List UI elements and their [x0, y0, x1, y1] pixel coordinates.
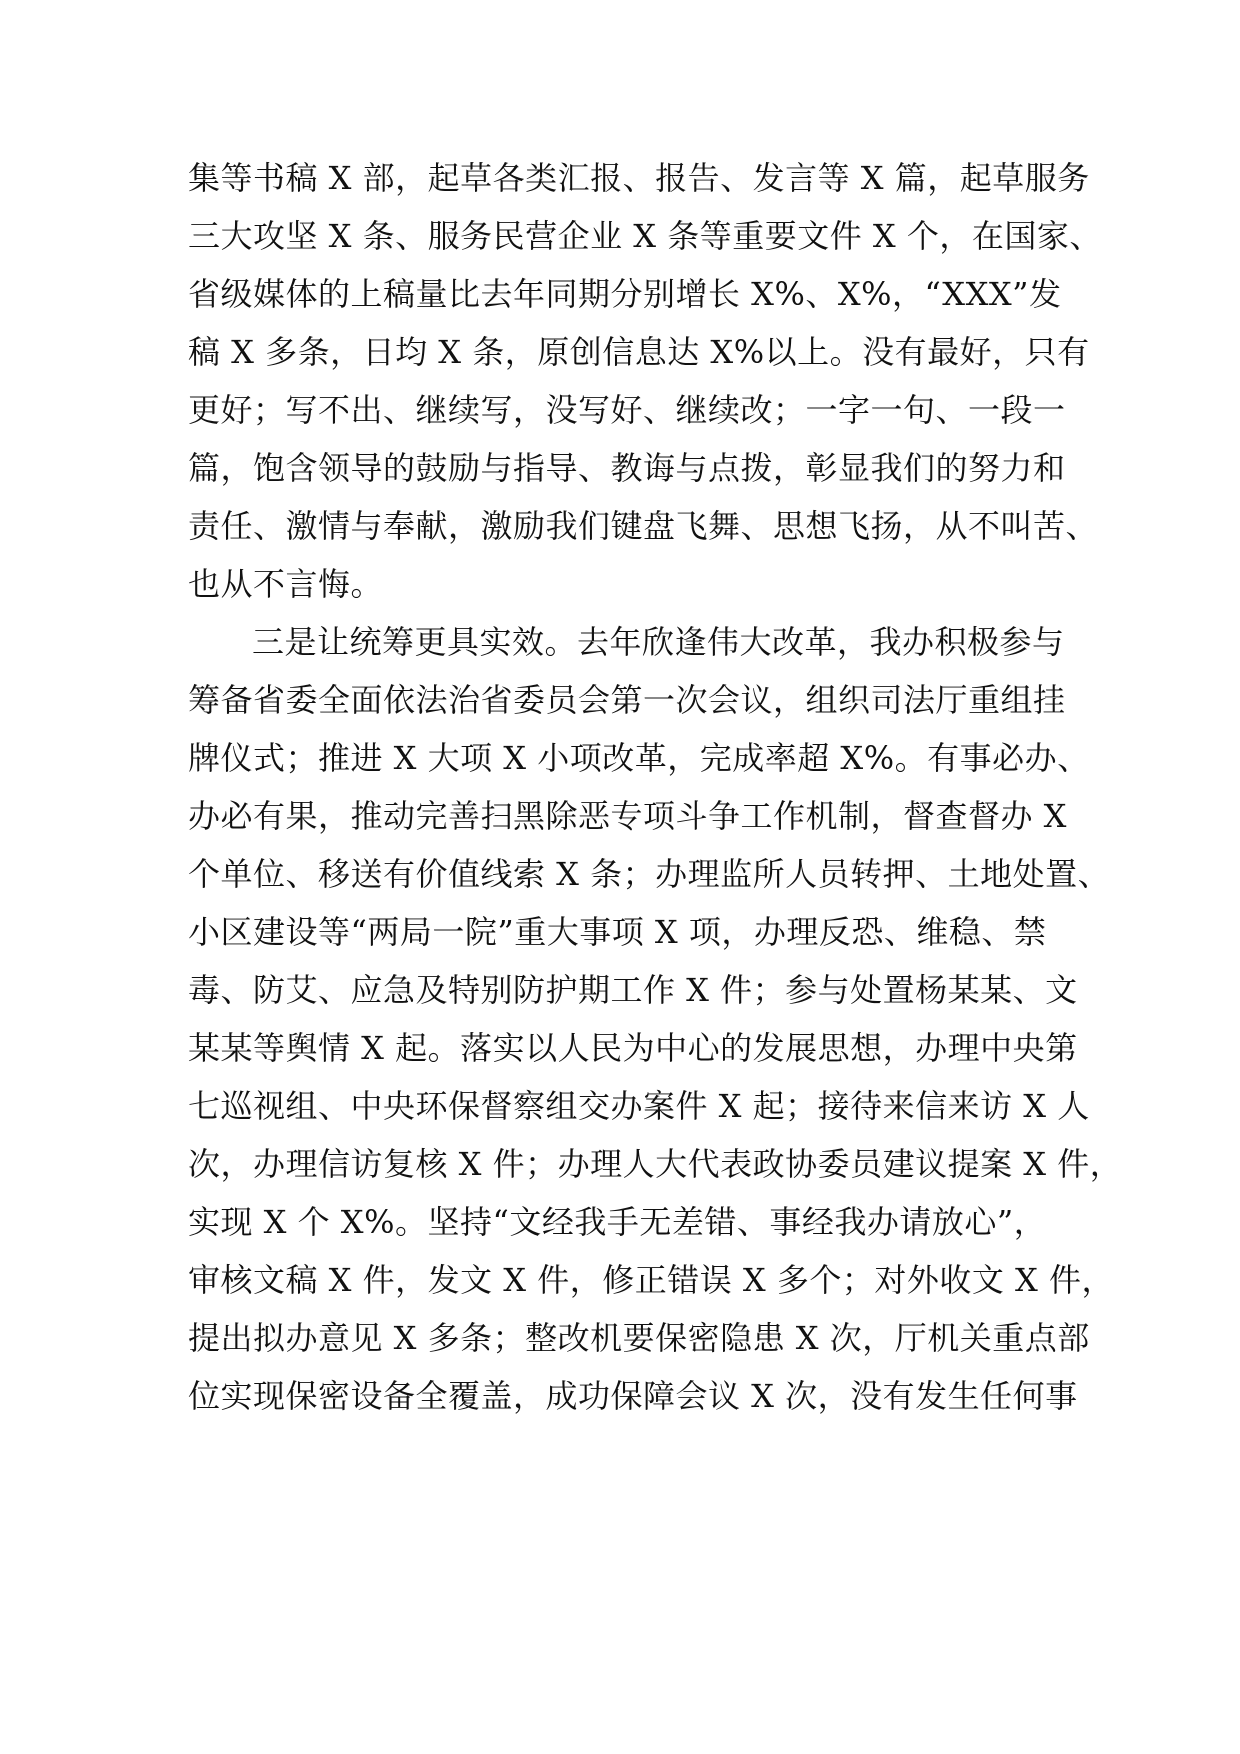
- text-line: 某某等舆情 X 起。落实以人民为中心的发展思想，办理中央第: [188, 1029, 1078, 1067]
- text-line: 也从不言悔。: [188, 565, 384, 603]
- text-line: 省级媒体的上稿量比去年同期分别增长 X%、X%，“XXX”发: [188, 275, 1062, 313]
- text-line: 牌仪式；推进 X 大项 X 小项改革，完成率超 X%。有事必办、: [188, 739, 1090, 777]
- text-line: 稿 X 多条，日均 X 条，原创信息达 X%以上。没有最好，只有: [188, 333, 1090, 371]
- text-line: 篇，饱含领导的鼓励与指导、教诲与点拨，彰显我们的努力和: [188, 449, 1066, 487]
- text-line: 提出拟办意见 X 多条；整改机要保密隐患 X 次，厅机关重点部: [188, 1319, 1090, 1357]
- text-line: 七巡视组、中央环保督察组交办案件 X 起；接待来信来访 X 人: [188, 1087, 1090, 1125]
- text-line: 毒、防艾、应急及特别防护期工作 X 件；参与处置杨某某、文: [188, 971, 1078, 1009]
- text-line: 审核文稿 X 件，发文 X 件，修正错误 X 多个；对外收文 X 件，: [188, 1261, 1115, 1299]
- text-line: 个单位、移送有价值线索 X 条；办理监所人员转押、土地处置、: [188, 855, 1111, 893]
- text-line: 实现 X 个 X%。坚持“文经我手无差错、事经我办请放心”，: [188, 1203, 1047, 1241]
- text-line: 办必有果，推动完善扫黑除恶专项斗争工作机制，督查督办 X: [188, 797, 1067, 835]
- text-line: 位实现保密设备全覆盖，成功保障会议 X 次，没有发生任何事: [188, 1377, 1078, 1415]
- text-line: 更好；写不出、继续写，没写好、继续改；一字一句、一段一: [188, 391, 1066, 429]
- text-line: 责任、激情与奉献，激励我们键盘飞舞、思想飞扬，从不叫苦、: [188, 507, 1099, 545]
- text-line: 次，办理信访复核 X 件；办理人大代表政协委员建议提案 X 件，: [188, 1145, 1123, 1183]
- text-line: 小区建设等“两局一院”重大事项 X 项，办理反恐、维稳、禁: [188, 913, 1047, 951]
- text-line: 三大攻坚 X 条、服务民营企业 X 条等重要文件 X 个，在国家、: [188, 217, 1102, 255]
- text-line: 筹备省委全面依法治省委员会第一次会议，组织司法厅重组挂: [188, 681, 1066, 719]
- paragraph-first-line: 三是让统筹更具实效。去年欣逢伟大改革，我办积极参与: [252, 623, 1065, 661]
- text-line: 集等书稿 X 部，起草各类汇报、报告、发言等 X 篇，起草服务: [188, 159, 1090, 197]
